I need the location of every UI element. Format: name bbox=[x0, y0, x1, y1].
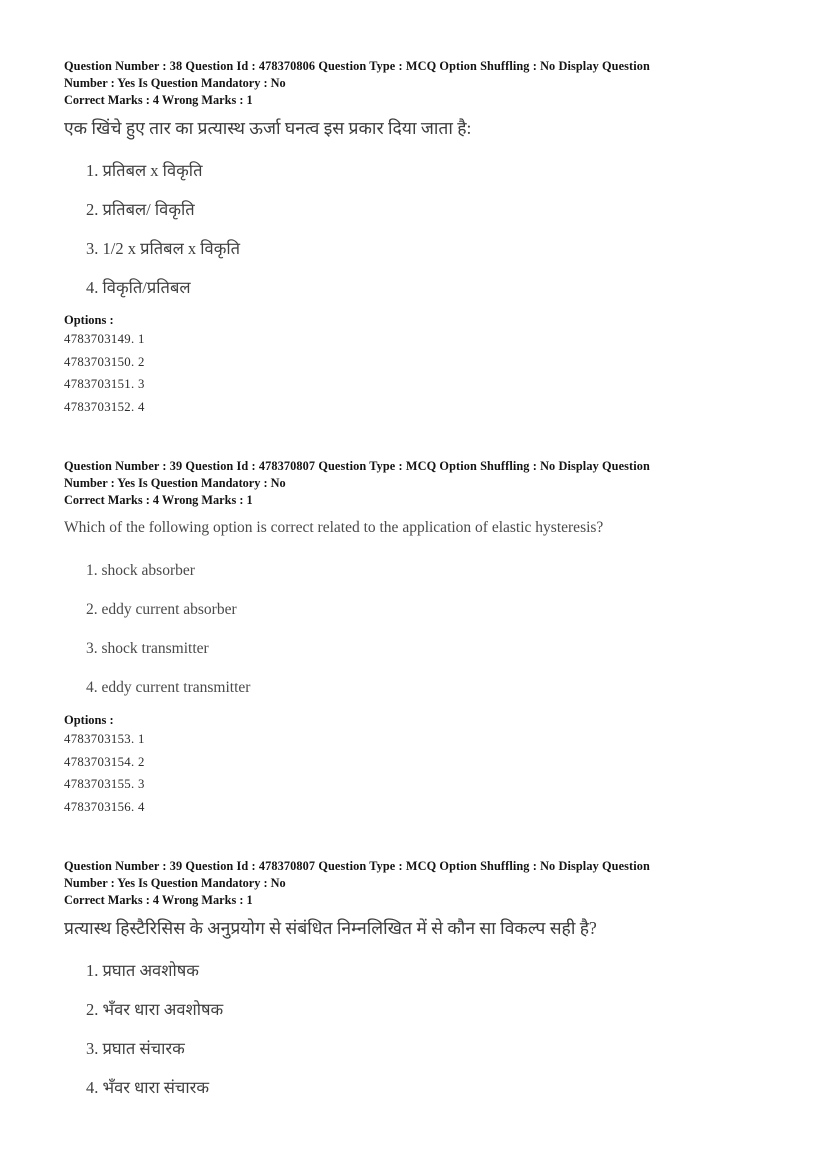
option-item: 4. eddy current transmitter bbox=[86, 679, 251, 696]
option-item: 1. प्रतिबल x विकृति bbox=[86, 161, 203, 180]
option-id: 4783703152. 4 bbox=[64, 399, 145, 414]
option-item: 2. भँवर धारा अवशोषक bbox=[86, 1000, 224, 1019]
option-id: 4783703154. 2 bbox=[64, 754, 145, 769]
option-item: 3. प्रघात संचारक bbox=[86, 1039, 185, 1058]
option-id: 4783703150. 2 bbox=[64, 354, 145, 369]
option-item: 2. eddy current absorber bbox=[86, 601, 237, 618]
option-item: 2. प्रतिबल/ विकृति bbox=[86, 200, 195, 219]
question-stem: प्रत्यास्थ हिस्टैरिसिस के अनुप्रयोग से संबंधित निम्नलिखित में से कौन सा विकल्प सही है? bbox=[64, 918, 597, 938]
option-item: 4. भँवर धारा संचारक bbox=[86, 1078, 210, 1097]
question-marks-line: Correct Marks : 4 Wrong Marks : 1 bbox=[64, 93, 253, 107]
question-block bbox=[64, 458, 760, 818]
question-marks-line: Correct Marks : 4 Wrong Marks : 1 bbox=[64, 893, 253, 907]
question-stem: एक खिंचे हुए तार का प्रत्यास्थ ऊर्जा घनत्व इस प्रकार दिया जाता है: bbox=[64, 118, 472, 138]
option-item: 3. shock transmitter bbox=[86, 640, 209, 657]
option-item: 1. प्रघात अवशोषक bbox=[86, 961, 199, 980]
question-stem: Which of the following option is correct related to the application of elastic hysteresis? bbox=[64, 519, 604, 536]
option-item: 3. 1/2 x प्रतिबल x विकृति bbox=[86, 239, 241, 258]
question-meta-line-1: Question Number : 39 Question Id : 478370807 Question Type : MCQ Option Shuffling : No Display Question bbox=[64, 459, 650, 473]
option-id: 4783703155. 3 bbox=[64, 777, 145, 791]
section-divider bbox=[64, 428, 760, 458]
option-id: 4783703151. 3 bbox=[64, 377, 145, 391]
option-id: 4783703156. 4 bbox=[64, 799, 145, 814]
option-item: 4. विकृति/प्रतिबल bbox=[86, 278, 191, 297]
section-divider bbox=[64, 828, 760, 858]
question-meta-line-2: Number : Yes Is Question Mandatory : No bbox=[64, 876, 286, 890]
question-block bbox=[64, 58, 760, 418]
option-id: 4783703153. 1 bbox=[64, 732, 145, 746]
question-marks-line: Correct Marks : 4 Wrong Marks : 1 bbox=[64, 493, 253, 507]
question-meta-line-2: Number : Yes Is Question Mandatory : No bbox=[64, 476, 286, 490]
question-block bbox=[64, 858, 760, 1099]
options-label: Options : bbox=[64, 713, 114, 727]
option-item: 1. shock absorber bbox=[86, 562, 195, 579]
question-meta-line-2: Number : Yes Is Question Mandatory : No bbox=[64, 76, 286, 90]
option-id: 4783703149. 1 bbox=[64, 332, 145, 346]
options-label: Options : bbox=[64, 313, 114, 327]
question-meta-line-1: Question Number : 38 Question Id : 478370806 Question Type : MCQ Option Shuffling : No Display Question bbox=[64, 59, 650, 73]
question-meta-line-1: Question Number : 39 Question Id : 478370807 Question Type : MCQ Option Shuffling : No Display Question bbox=[64, 859, 650, 873]
